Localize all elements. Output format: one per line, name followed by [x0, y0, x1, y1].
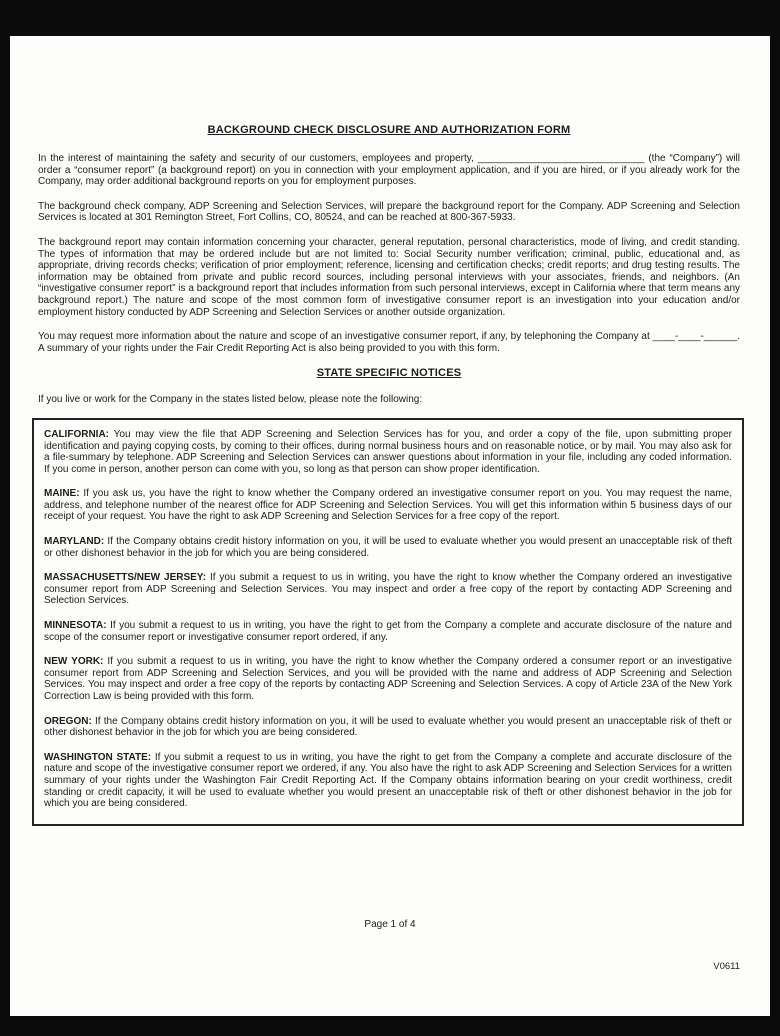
state-notice-text-maine: If you ask us, you have the right to know whether the Company ordered an investigative consumer report on you. You may request the name, address, and telephone number of the nearest office for ADP Screening and Selection Services. You will get this information within 5 business days of our receipt of your request. You have the right to ask ADP Screening and Selection Services for a free copy of the report. [44, 488, 732, 523]
state-notice-text-california: You may view the file that ADP Screening and Selection Services has for you, and order a copy of the file, upon submitting proper identification and paying copying costs, by coming to their offices, during normal business hours and on reasonable notice, or by mail. You may also ask for a file-summary by telephone. ADP Screening and Selection Services can answer questions about information in your file, including any coded information. If you come in person, another person can come with you, so long as that person can show proper identification. [44, 428, 732, 475]
state-notice-text-new-york: If you submit a request to us in writing, you have the right to know whether the Company ordered a consumer report or an investigative consumer report from ADP Screening and Selection Services, and you will be provided with the name and address of ADP Screening and Selection Services. You may inspect and order a free copy of the reports by contacting ADP Screening and Selection Services. A copy of Article 23A of the New York Correction Law is being provided with this form. [44, 656, 732, 702]
state-notices-intro: If you live or work for the Company in the states listed below, please note the following: [38, 394, 423, 406]
paragraph-company-disclosure: In the interest of maintaining the safety and security of our customers, employees and property, ______________________________ (the “Company”) will order a “consumer report” (a background report) on you in connection with your employment application, and if you are hired, or if you already work for the Company, may order additional background reports on you for employment purposes. [38, 153, 740, 188]
state-label-massachusetts-new-jersey: MASSACHUSETTS/NEW JERSEY: [44, 572, 207, 584]
state-label-maryland: MARYLAND: [44, 536, 105, 548]
document-content [10, 36, 770, 826]
state-label-oregon: OREGON: [44, 715, 92, 727]
paragraph-background-company: The background check company, ADP Screening and Selection Services, will prepare the background report for the Company. ADP Screening and Selection Services is located at 301 Remington Street, Fort Collins, CO, 80524, and can be reached at 800-367-5933. [38, 200, 740, 224]
state-notice-maryland [44, 536, 732, 559]
state-specific-notices-header: STATE SPECIFIC NOTICES [316, 367, 462, 380]
state-notice-text-oregon: If the Company obtains credit history information on you, it will be used to evaluate whether you would present an unacceptable risk of theft or other dishonest behavior in the job for which you are being considered. [44, 715, 732, 739]
document-page [10, 36, 770, 1016]
state-label-washington-state: WASHINGTON STATE: [44, 751, 152, 763]
state-notice-text-massachusetts-new-jersey: If you submit a request to us in writing, you have the right to know whether the Company ordered an investigative consumer report from ADP Screening and Selection Services. You may inspect and order a free copy of the report by contacting ADP Screening and Selection Services. [44, 572, 733, 607]
page-number: Page 1 of 4 [364, 919, 416, 930]
state-notices-box [32, 418, 744, 826]
state-notice-text-washington-state: If you submit a request to us in writing, you have the right to get from the Company a complete and accurate disclosure of the nature and scope of the investigative consumer report we ordered, if any. You also have the right to ask ADP Screening and Selection Services for a written summary of your rights under the Washington Fair Credit Reporting Act. If the Company obtains information bearing on your credit worthiness, credit standing or credit capacity, it will be used to evaluate whether you would present an unacceptable risk of theft or other dishonest behavior in the job for which you are being considered. [44, 751, 732, 810]
state-label-maine: MAINE: [44, 488, 80, 500]
state-label-california: CALIFORNIA: [44, 428, 109, 440]
state-notice-california [44, 429, 732, 475]
state-notice-washington-state [44, 752, 732, 810]
state-notice-text-minnesota: If you submit a request to us in writing, you have the right to get from the Company a complete and accurate disclosure of the nature and scope of the consumer report or investigative consumer report ordered, if any. [44, 620, 732, 643]
state-notice-new-york [44, 656, 732, 702]
paragraph-more-information: You may request more information about the nature and scope of an investigative consumer report, if any, by telephoning the Company at ____-____-______. A summary of your rights under the Fair Credit Reporting Act is also being provided to you with this form. [38, 331, 740, 354]
state-notice-oregon [44, 716, 732, 739]
document-title: BACKGROUND CHECK DISCLOSURE AND AUTHORIZATION FORM [207, 124, 571, 136]
version-code: V0611 [713, 961, 740, 972]
paragraph-report-contents: The background report may contain information concerning your character, general reputation, personal characteristics, mode of living, and credit standing. The types of information that may be ordered include but are not limited to: Social Security number verification; criminal, public, educational and, as appropriate, driving records checks; verification of prior employment; reference, licensing and certification checks; credit reports; and drug testing results. The information may be obtained from private and public record sources, including personal interviews with your associates, friends, and neighbors. (An “investigative consumer report” is a background report that includes information from such personal interviews, except in California where that term means any background report.) The nature and scope of the most common form of investigative consumer report is an investigation into your education and/or employment history conducted by ADP Screening and Selection Services or another outside organization. [38, 236, 740, 318]
state-label-new-york: NEW YORK: [44, 656, 104, 668]
state-notice-massachusetts-new-jersey [44, 572, 732, 607]
state-notice-minnesota [44, 620, 732, 643]
state-notice-text-maryland: If the Company obtains credit history information on you, it will be used to evaluate whether you would present an unacceptable risk of theft or other dishonest behavior in the job for which you are being considered. [44, 536, 733, 559]
state-notice-maine [44, 488, 732, 523]
state-label-minnesota: MINNESOTA: [44, 620, 107, 632]
